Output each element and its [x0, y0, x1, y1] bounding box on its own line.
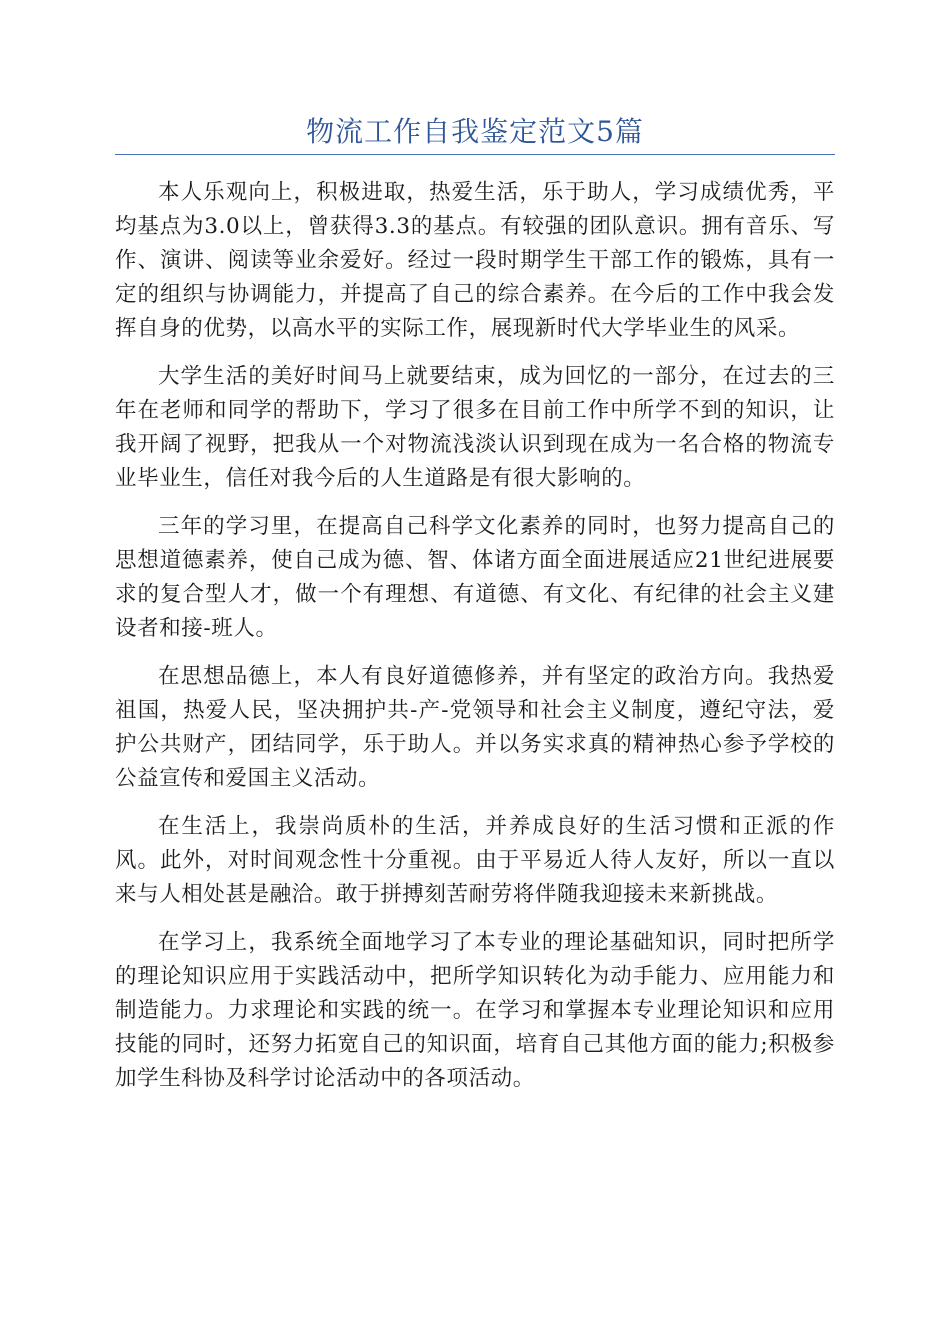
paragraph: 在生活上，我崇尚质朴的生活，并养成良好的生活习惯和正派的作风。此外，对时间观念性十分重视。由于平易近人待人友好，所以一直以来与人相处甚是融洽。敢于拼搏刻苦耐劳将伴随我迎接未来新挑战。: [115, 814, 835, 907]
paragraph: 在思想品德上，本人有良好道德修养，并有坚定的政治方向。我热爱祖国，热爱人民，坚决拥护共-产-党领导和社会主义制度，遵纪守法，爱护公共财产，团结同学，乐于助人。并以务实求真的精神热心参予学校的公益宣传和爱国主义活动。: [115, 664, 835, 791]
paragraph: 大学生活的美好时间马上就要结束，成为回忆的一部分，在过去的三年在老师和同学的帮助下，学习了很多在目前工作中所学不到的知识，让我开阔了视野，把我从一个对物流浅淡认识到现在成为一名合格的物流专业毕业生，信任对我今后的人生道路是有很大影响的。: [115, 364, 835, 491]
paragraph: 在学习上，我系统全面地学习了本专业的理论基础知识，同时把所学的理论知识应用于实践活动中，把所学知识转化为动手能力、应用能力和制造能力。力求理论和实践的统一。在学习和掌握本专业理论知识和应用技能的同时，还努力拓宽自己的知识面，培育自己其他方面的能力;积极参加学生科协及科学讨论活动中的各项活动。: [115, 930, 835, 1091]
document-title: 物流工作自我鉴定范文5篇: [306, 115, 644, 148]
paragraph: 三年的学习里，在提高自己科学文化素养的同时，也努力提高自己的思想道德素养，使自己成为德、智、体诸方面全面进展适应21世纪进展要求的复合型人才，做一个有理想、有道德、有文化、有纪律的社会主义建设者和接-班人。: [115, 514, 835, 641]
document-body: [115, 176, 835, 1110]
title-underline: [115, 154, 835, 155]
paragraph: 本人乐观向上，积极进取，热爱生活，乐于助人，学习成绩优秀，平均基点为3.0以上，曾获得3.3的基点。有较强的团队意识。拥有音乐、写作、演讲、阅读等业余爱好。经过一段时期学生干部工作的锻炼，具有一定的组织与协调能力，并提高了自己的综合素养。在今后的工作中我会发挥自身的优势，以高水平的实际工作，展现新时代大学毕业生的风采。: [115, 180, 835, 341]
